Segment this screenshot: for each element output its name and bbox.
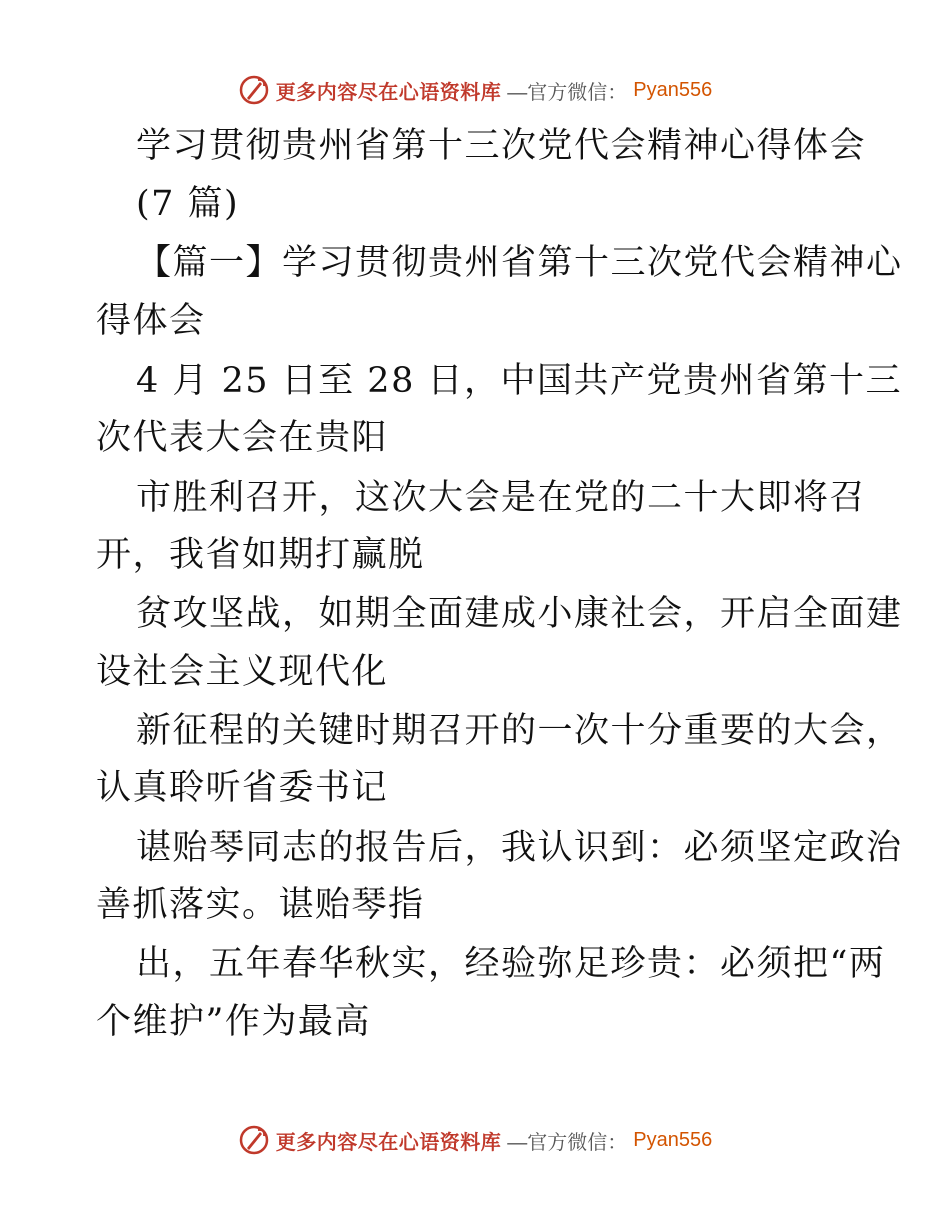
banner-main-text: 更多内容尽在心语资料库 — [275, 81, 502, 104]
body-line: 出，五年春华秋实，经验弥足珍贵：必须把“两 — [136, 944, 886, 984]
banner-separator-text: —官方微信： — [507, 1131, 628, 1154]
banner-wechat-id: Pyan556 — [633, 1128, 713, 1151]
banner-wechat-id: Pyan556 — [633, 78, 713, 101]
body-line: 贫攻坚战，如期全面建成小康社会，开启全面建 — [136, 594, 903, 634]
doc-title-line-2: (7 篇) — [136, 184, 240, 224]
body-line: 市胜利召开，这次大会是在党的二十大即将召 — [136, 478, 867, 518]
doc-title-line-1: 学习贯彻贵州省第十三次党代会精神心得体会 — [136, 126, 867, 166]
body-line: 认真聆听省委书记 — [96, 768, 389, 808]
body-line: 个维护”作为最高 — [96, 1002, 371, 1042]
banner-main-text: 更多内容尽在心语资料库 — [275, 1131, 502, 1154]
footer-banner — [0, 1120, 950, 1160]
banner-separator-text: —官方微信： — [507, 81, 628, 104]
body-line: 新征程的关键时期召开的一次十分重要的大会， — [136, 711, 903, 751]
section-heading-line-1: 【篇一】学习贯彻贵州省第十三次党代会精神心 — [136, 243, 903, 283]
body-line: 谌贻琴同志的报告后，我认识到：必须坚定政治 — [136, 828, 903, 868]
section-heading-line-2: 得体会 — [96, 301, 206, 341]
quill-logo-icon — [238, 1124, 270, 1156]
quill-logo-icon — [238, 74, 270, 106]
body-line: 次代表大会在贵阳 — [96, 418, 389, 458]
header-banner — [0, 70, 950, 110]
body-line: 开，我省如期打赢脱 — [96, 535, 425, 575]
body-line: 4 月 25 日至 28 日，中国共产党贵州省第十三 — [136, 361, 902, 401]
body-line: 善抓落实。谌贻琴指 — [96, 885, 425, 925]
body-line: 设社会主义现代化 — [96, 652, 389, 692]
